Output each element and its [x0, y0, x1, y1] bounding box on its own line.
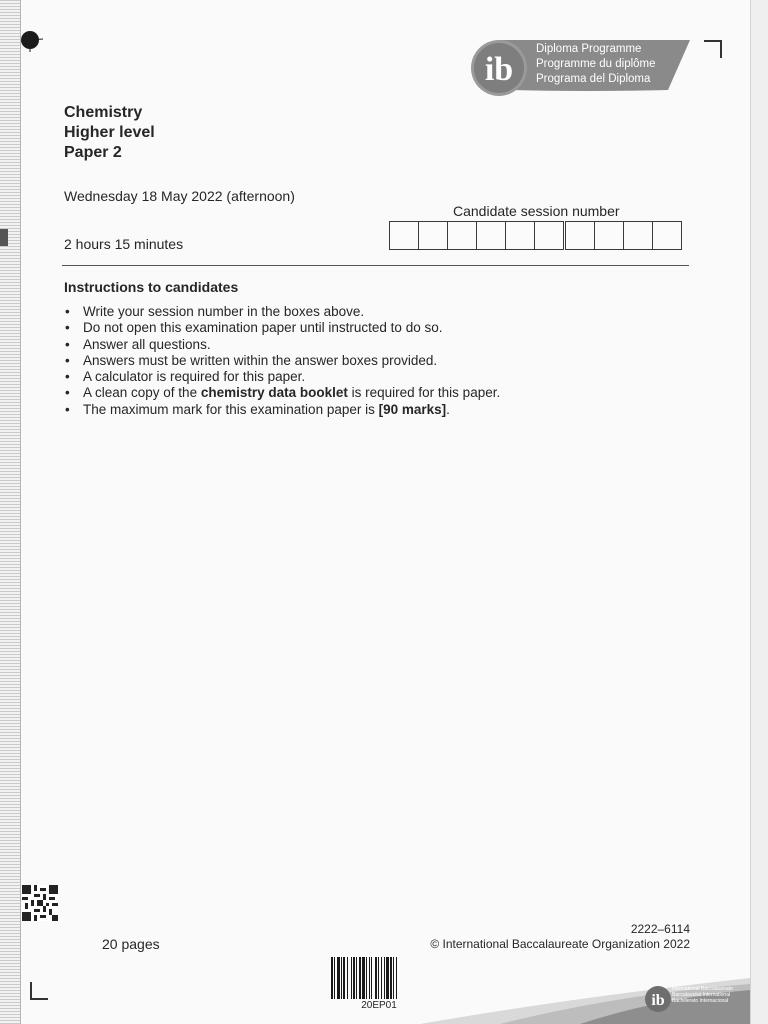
instruction-text: Do not open this examination paper until instructed to do so. [83, 320, 443, 336]
session-digit-box [652, 221, 682, 250]
page-count: 20 pages [102, 936, 160, 952]
org-line: Baccalauréat International [672, 992, 731, 998]
crop-mark-bottom-left [30, 982, 48, 1000]
page-shade [751, 0, 768, 1024]
barcode-bar [366, 957, 367, 999]
bullet-icon: • [65, 336, 70, 352]
barcode-bar [359, 957, 361, 999]
barcode-label: 20EP01 [361, 1000, 397, 1011]
instruction-item [64, 320, 500, 336]
barcode-bar [381, 957, 382, 999]
copyright: © International Baccalaureate Organization 2022 [430, 937, 690, 951]
session-digit-box [534, 221, 564, 250]
barcode-bar [384, 957, 385, 999]
barcode-bar [337, 957, 340, 999]
barcode-bar [378, 957, 379, 999]
bullet-icon: • [65, 369, 70, 385]
instruction-text: A calculator is required for this paper. [83, 369, 306, 385]
barcode-bar [375, 957, 377, 999]
bullet-icon: • [65, 352, 70, 368]
session-digit-box [389, 221, 419, 250]
session-digit-box [505, 221, 535, 250]
divider [62, 265, 689, 266]
instruction-text: . [446, 401, 450, 417]
instruction-item [64, 304, 500, 320]
barcode-bar [393, 957, 394, 999]
session-digit-box [565, 221, 595, 250]
barcode-bar [347, 957, 348, 999]
bullet-icon: • [65, 385, 70, 401]
crop-mark-top-right [704, 40, 722, 58]
bullet-icon: • [65, 304, 70, 319]
instruction-item [64, 369, 500, 385]
perforated-margin [0, 0, 21, 1024]
barcode-bar [351, 957, 352, 999]
logo-programme-names [536, 42, 656, 87]
subject-level: Higher level [64, 124, 155, 141]
instruction-item [64, 402, 500, 418]
instruction-text: Write your session number in the boxes above. [83, 304, 365, 319]
candidate-session-label: Candidate session number [453, 203, 620, 219]
bullet-icon: • [65, 401, 70, 417]
instruction-text: is required for this paper. [347, 385, 501, 401]
svg-text:ib: ib [651, 992, 665, 1009]
barcode-bar [371, 957, 372, 999]
exam-duration: 2 hours 15 minutes [64, 236, 184, 252]
footer-org-names [672, 986, 733, 1004]
instruction-text: A clean copy of the [83, 385, 201, 401]
barcode-bar [341, 957, 342, 999]
barcode-bar [386, 957, 389, 999]
session-digit-box [418, 221, 448, 250]
registration-mark-icon [19, 28, 43, 52]
paper-title [64, 103, 155, 163]
session-digit-box [447, 221, 477, 250]
session-digit-box [623, 221, 653, 250]
subject-name: Chemistry [64, 104, 143, 121]
paper-code: 2222–6114 [630, 922, 690, 936]
candidate-session-boxes [389, 221, 681, 250]
session-digit-box [476, 221, 506, 250]
barcode-bar [369, 957, 370, 999]
instructions-heading: Instructions to candidates [64, 279, 239, 295]
instruction-text: The maximum mark for this examination paper is [83, 401, 379, 417]
org-line: Bachillerato Internacional [672, 998, 729, 1004]
barcode-bar [362, 957, 365, 999]
bullet-icon: • [65, 320, 70, 336]
exam-date: Wednesday 18 May 2022 (afternoon) [64, 188, 295, 204]
barcode-icon [331, 957, 427, 999]
instruction-emphasis: chemistry data booklet [200, 385, 348, 401]
instructions-list [64, 304, 500, 418]
logo-line: Programme du diplôme [536, 58, 656, 70]
barcode-bar [390, 957, 392, 999]
session-digit-box [594, 221, 624, 250]
instruction-item [64, 385, 500, 401]
logo-line: Diploma Programme [536, 43, 642, 55]
instruction-text: Answers must be written within the answer boxes provided. [83, 352, 438, 368]
instruction-item [64, 353, 500, 369]
org-line: International Baccalaureate [672, 986, 733, 992]
instruction-item [64, 337, 500, 353]
svg-text:ib: ib [484, 51, 514, 88]
instruction-text: Answer all questions. [83, 336, 211, 352]
logo-line: Programa del Diploma [536, 73, 651, 85]
barcode-bar [334, 957, 335, 999]
paper-number: Paper 2 [64, 144, 122, 161]
margin-mark [0, 229, 8, 246]
barcode-bar [356, 957, 357, 999]
barcode-bar [343, 957, 345, 999]
barcode-bar [353, 957, 355, 999]
qr-code-icon [22, 885, 58, 921]
barcode-bar [331, 957, 333, 999]
barcode-bar [396, 957, 397, 999]
instruction-emphasis: [90 marks] [378, 401, 447, 417]
